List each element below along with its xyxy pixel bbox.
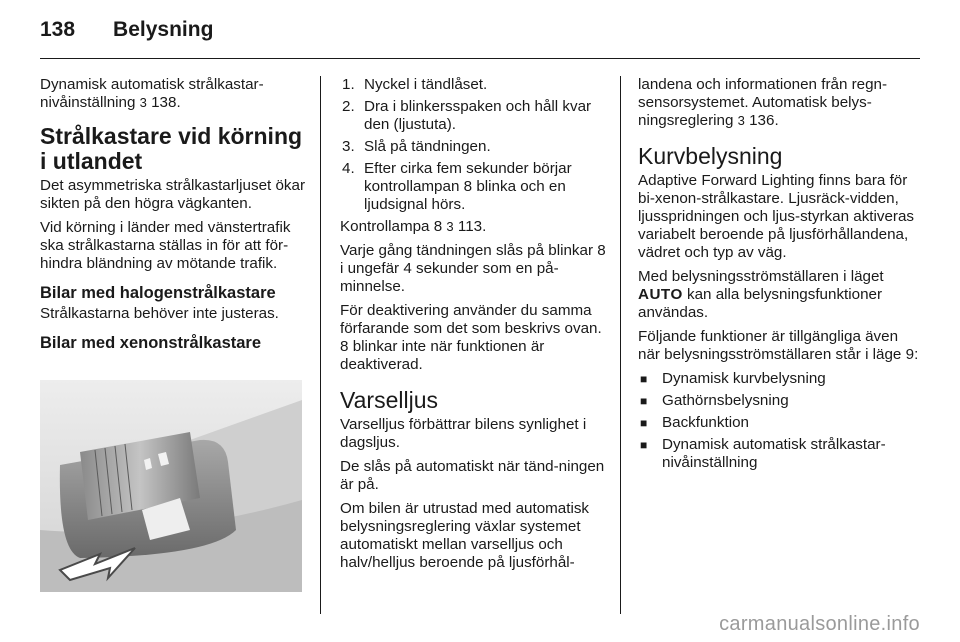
paragraph-halogen: Strålkastarna behöver inte justeras. xyxy=(40,305,279,322)
paragraph-continuation: landena och informationen från regn-sensorsystemet. Automatisk belys-ningsreglering 3 136. xyxy=(638,76,888,129)
page-number: 138 xyxy=(40,18,76,41)
cross-reference-page[interactable]: 138. xyxy=(151,94,181,111)
cross-reference-icon: 3 xyxy=(446,219,454,234)
paragraph-functions: Följande funktioner är tillgängliga även när belysningsströmställaren står i läge 9: xyxy=(638,328,919,363)
heading-daytime-running-lights: Varselljus xyxy=(340,387,438,413)
intro-paragraph: Dynamisk automatisk strålkastar-nivåinställning 3 138. xyxy=(40,76,264,111)
low-beam-icon: 9 xyxy=(905,346,915,363)
paragraph-drl-visibility: Varselljus förbättrar bilens synlighet i dagsljus. xyxy=(340,416,587,451)
column-divider xyxy=(620,76,621,614)
paragraph-reminder: Varje gång tändningen slås på blinkar 8 i ungefär 4 sekunder som en på-minnelse. xyxy=(340,242,606,295)
column-2 xyxy=(340,76,608,578)
paragraph-asymmetric: Det asymmetriska strålkastarljuset ökar sikten på den högra vägkanten. xyxy=(40,177,306,212)
control-lamp-icon: 8 xyxy=(597,242,606,259)
header-rule xyxy=(40,58,920,59)
cross-reference-icon: 3 xyxy=(139,95,147,110)
heading-halogen: Bilar med halogenstrålkastare xyxy=(40,284,276,302)
heading-abroad: Strålkastare vid körning i utlandet xyxy=(40,123,303,174)
indicator-stalk-image xyxy=(40,380,302,592)
page-header xyxy=(40,18,213,42)
list-item: ■ Backfunktion xyxy=(638,414,920,432)
list-item: ■ Gathörnsbelysning xyxy=(638,392,920,410)
page-title: Belysning xyxy=(113,18,214,41)
cross-reference-page[interactable]: 113. xyxy=(457,218,487,235)
paragraph-left-traffic: Vid körning i länder med vänstertrafik ska strålkastarna ställas in för att för-hindra bländning av mötande trafik. xyxy=(40,219,291,272)
list-item: ■ Dynamisk automatisk strålkastar-nivåinställning xyxy=(638,436,920,472)
procedure-list xyxy=(340,76,608,214)
list-item: 4. Efter cirka fem sekunder börjar kontrollampan 8 blinka och en ljudsignal hörs. xyxy=(342,160,572,213)
paragraph-drl-automatic: De slås på automatiskt när tänd-ningen är på. xyxy=(340,458,605,493)
control-lamp-icon: 8 xyxy=(433,218,443,235)
control-lamp-icon: 8 xyxy=(463,178,473,195)
paragraph-drl-switching: Om bilen är utrustad med automatisk belysningsreglering växlar systemet automatiskt mellan varselljus och halv/helljus beroende på ljusförhål- xyxy=(340,500,590,571)
column-divider xyxy=(320,76,321,614)
list-item: 2. Dra i blinkersspaken och håll kvar den (ljustuta). xyxy=(342,98,592,133)
paragraph-afl: Adaptive Forward Lighting finns bara för bi-xenon-strålkastare. Ljusräck-vidden, ljusspridningen och ljus-styrkan aktiveras variabelt beroende på ljusförhållandena, vädret och typ av väg. xyxy=(638,172,915,261)
list-item: 3. Slå på tändningen. xyxy=(342,138,491,155)
control-lamp-icon: 8 xyxy=(340,338,349,355)
heading-xenon: Bilar med xenonstrålkastare xyxy=(40,334,262,352)
cross-reference-icon: 3 xyxy=(737,113,745,128)
list-item: 1. Nyckel i tändlåset. xyxy=(342,76,488,93)
paragraph-deactivation: För deaktivering använder du samma förfarande som det som beskrivs ovan. 8 blinkar inte när funktionen är deaktiverad. xyxy=(340,302,602,373)
column-3 xyxy=(638,76,920,476)
cross-reference-page[interactable]: 136. xyxy=(749,112,779,129)
stalk-illustration xyxy=(40,380,302,592)
control-lamp-reference: Kontrollampa 8 3 113. xyxy=(340,218,487,235)
heading-curve-lighting: Kurvbelysning xyxy=(638,143,783,169)
watermark: carmanualsonline.info xyxy=(719,613,920,635)
list-item: ■ Dynamisk kurvbelysning xyxy=(638,370,920,388)
column-1 xyxy=(40,76,308,355)
paragraph-auto-position: Med belysningsströmställaren i läget AUTO kan alla belysningsfunktioner användas. xyxy=(638,268,884,321)
function-list xyxy=(638,370,920,472)
auto-label: AUTO xyxy=(638,286,683,303)
